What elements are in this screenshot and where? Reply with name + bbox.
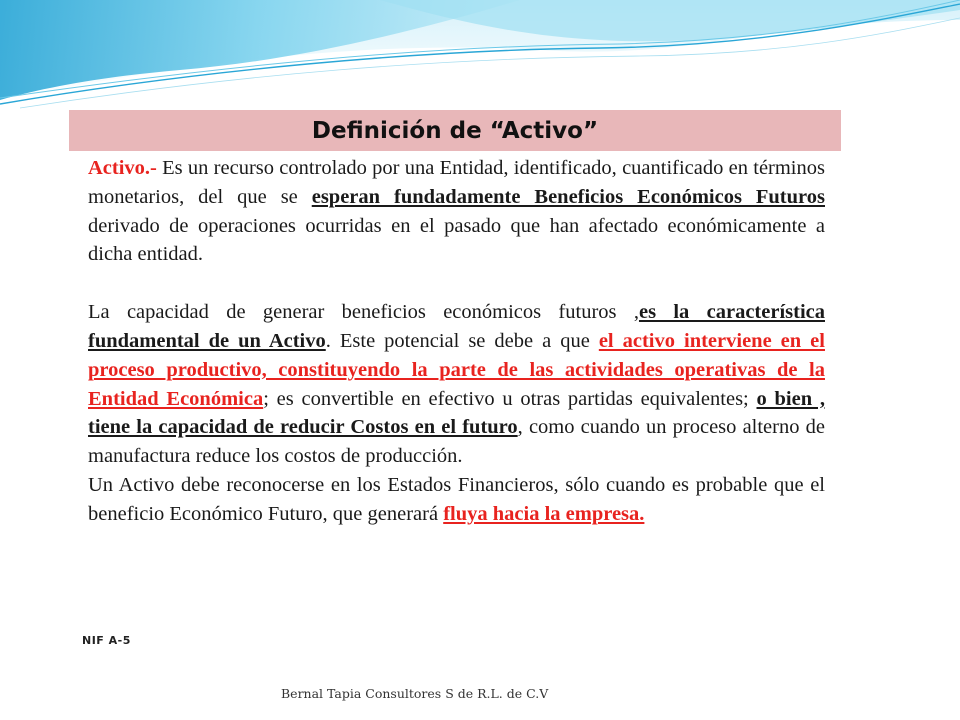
footer-company: Bernal Tapia Consultores S de R.L. de C.V [281, 686, 549, 701]
highlight-fluya-empresa: fluya hacia la empresa. [443, 502, 645, 525]
term-activo: Activo.- [88, 157, 157, 179]
slide-title: Definición de “Activo” [311, 118, 599, 144]
highlight-caracteristica: es la característica fundamental de un Activo [88, 301, 825, 352]
highlight-proceso-productivo: el activo interviene en el proceso productivo, constituyendo la parte de las actividades operativas de la Entidad Económica [88, 329, 825, 410]
paragraph-activo-definition: Activo.- Es un recurso controlado por una Entidad, identificado, cuantificado en términos monetarios, del que se esperan fundadamente Beneficios Económicos Futuros derivado de operaciones ocurridas en el pasado que han afectado económicamente a dicha entidad. [88, 157, 825, 266]
highlight-beneficios-futuros: esperan fundadamente Beneficios Económicos Futuros [311, 185, 825, 208]
highlight-reducir-costos: o bien , tiene la capacidad de reducir Costos en el futuro [88, 387, 825, 439]
slide-image-panel [69, 110, 841, 650]
definition-body [88, 154, 825, 529]
source-reference: NIF A-5 [82, 634, 131, 647]
paragraph-capacidad: La capacidad de generar beneficios económicos futuros ,es la característica fundamental de un Activo. Este potencial se debe a que el activo interviene en el proceso productivo, constituyendo la parte de las actividades operativas de la Entidad Económica; es convertible en efectivo u otras partidas equivalentes; o bien , tiene la capacidad de reducir Costos en el futuro, como cuando un proceso alterno de manufactura reduce los costos de producción. [88, 301, 825, 468]
decorative-header-waves [0, 0, 960, 120]
paragraph-reconocimiento: Un Activo debe reconocerse en los Estados Financieros, sólo cuando es probable que el beneficio Económico Futuro, que generará fluya hacia la empresa. [88, 473, 825, 525]
